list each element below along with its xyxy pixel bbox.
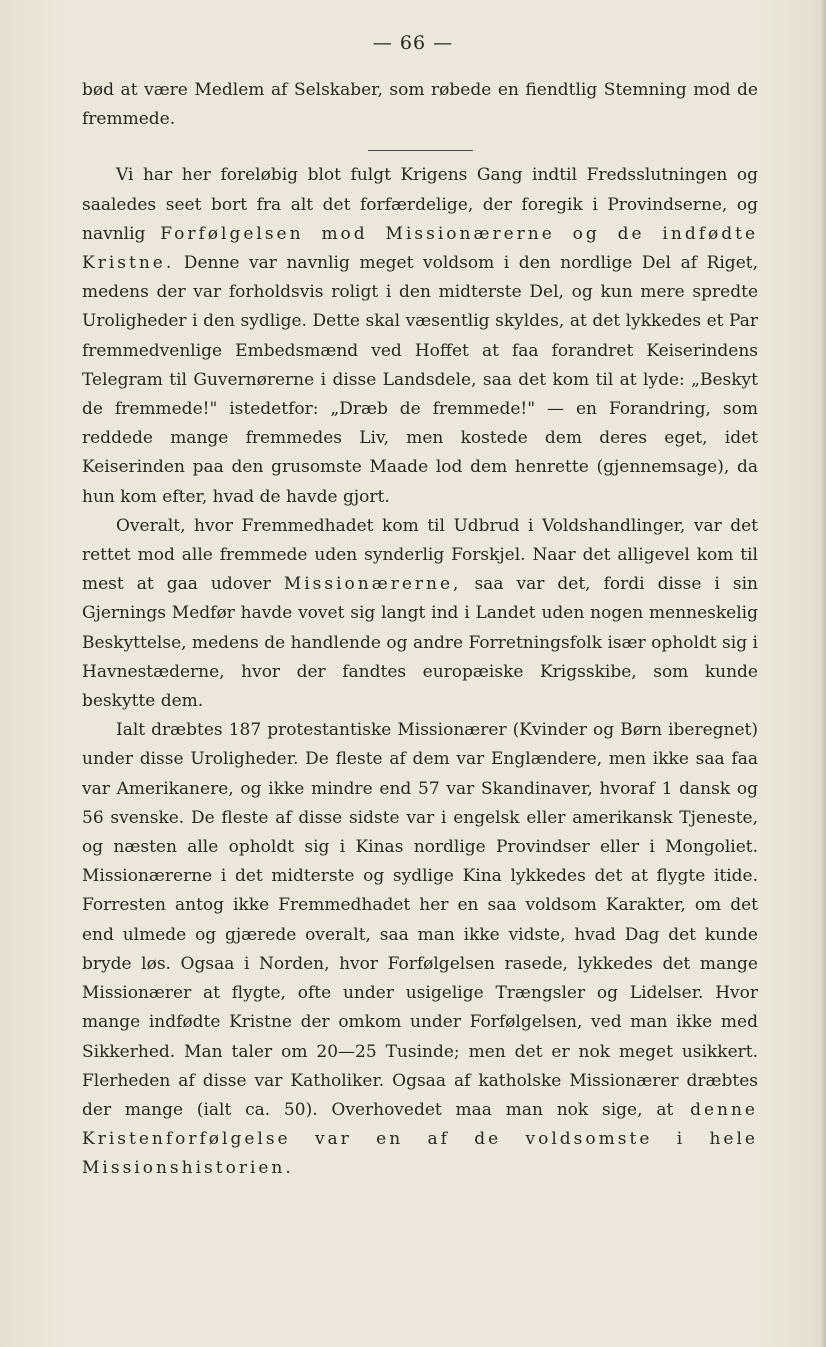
page-number: — 66 —: [372, 32, 454, 54]
emphasized-text: denne Kristenforfølgelse var en af de voldsomste i hele Missionshistorien.: [82, 1099, 758, 1179]
paragraph-continuation: bød at være Medlem af Selskaber, som røbede en fiendtlig Stemning mod de fremmede.: [82, 80, 758, 130]
paragraph-casualties: [82, 716, 758, 1183]
body-text: [82, 76, 758, 1184]
paragraph-text: Overalt, hvor Fremmedhadet kom til Udbrud i Voldshandlinger, var det rettet mod alle fremmede uden synderlig Forskjel. Naar det alligevel kom til mest at gaa udover: [82, 515, 758, 595]
section-divider: [368, 150, 473, 151]
emphasized-text: Forfølgelsen mod Missionærerne og de indfødte Kristne.: [82, 223, 759, 274]
paragraph-text: saa var det, fordi disse i sin Gjernings Medfør havde vovet sig langt ind i Landet uden nogen menneskelig Beskyttelse, medens de handlende og andre Forretningsfolk især opholdt sig i Havnestæderne, hvor der fandtes europæiske Krigsskibe, som kunde beskytte dem.: [82, 574, 758, 712]
paragraph-hatred: [82, 512, 758, 716]
emphasized-text: Missionærerne,: [283, 574, 462, 595]
paragraph-text: Vi har her foreløbig blot fulgt Krigens Gang indtil Fredsslutningen og saaledes seet bort fra alt det forfærdelige, der foregik i Provindserne, og navnlig: [82, 165, 758, 244]
paragraph-text: Denne var navnlig meget voldsom i den nordlige Del af Riget, medens der var forholdsvis roligt i den midterste Del, og kun mere spredte Uroligheder i den sydlige. Dette skal væsentlig skyldes, at det lykkedes et Par fremmedvenlige Embedsmænd ved Hoffet at faa forandret Keiserindens Telegram til Guvernørerne i disse Landsdele, saa det kom til at lyde: „Beskyt de fremmede!" istedetfor: „Dræb de fremmede!" — en Forandring, som reddede mange fremmedes Liv, men kostede dem deres eget, idet Keiserinden paa den grusomste Maade lod dem henrette (gjennemsage), da hun kom efter, hvad de havde gjort.: [82, 253, 758, 507]
paragraph-persecution: [82, 161, 758, 511]
page-edge-shadow: [820, 0, 826, 1347]
paragraph-text: Ialt dræbtes 187 protestantiske Missionærer (Kvinder og Børn iberegnet) under disse Uroligheder. De fleste af dem var Englændere, men ikke saa faa var Amerikanere, og ikke mindre end 57 var Skandinaver, hvoraf 1 dansk og 56 svenske. De fleste af disse sidste var i engelsk eller amerikansk Tjeneste, og næsten alle opholdt sig i Kinas nordlige Provindser eller i Mongoliet. Missionærerne i det midterste og sydlige Kina lykkedes det at flygte itide. Forresten antog ikke Fremmedhadet her en saa voldsom Karakter, om det end ulmede og gjærede overalt, saa man ikke vidste, hvad Dag det kunde bryde løs. Ogsaa i Norden, hvor Forfølgelsen rasede, lykkedes det mange Missionærer at flygte, ofte under usigelige Trængsler og Lidelser. Hvor mange indfødte Kristne der omkom under Forfølgelsen, ved man ikke med Sikkerhed. Man taler om 20—25 Tusinde; men det er nok meget usikkert. Flerheden af disse var Katholiker. Ogsaa af katholske Missionærer dræbtes der mange (ialt ca. 50). Overhovedet maa man nok sige, at: [82, 720, 758, 1120]
